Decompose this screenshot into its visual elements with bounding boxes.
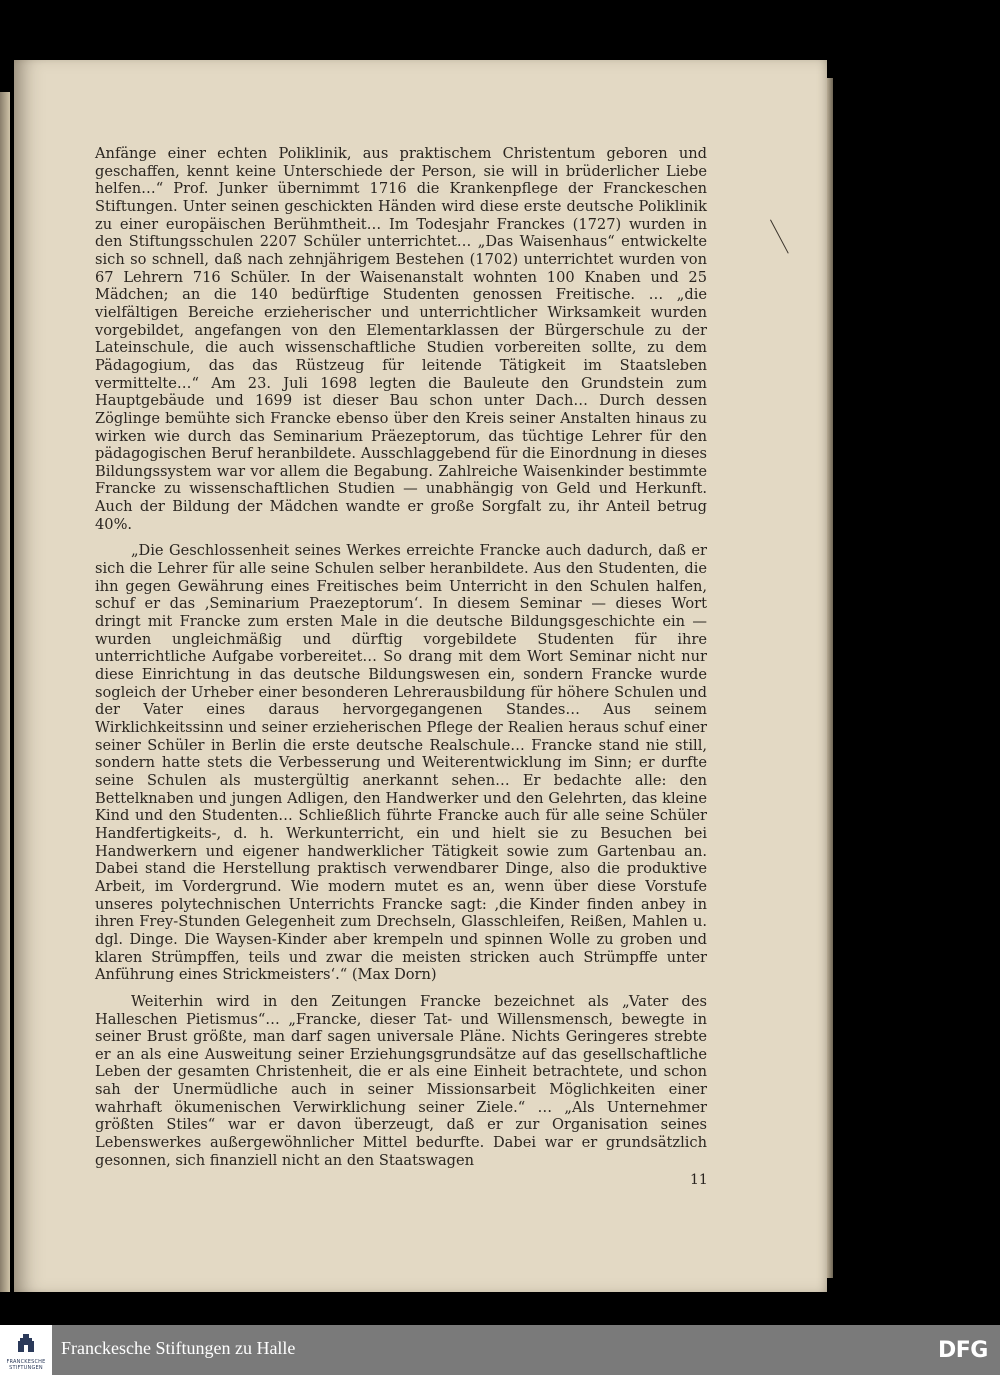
body-text <box>95 145 707 1178</box>
facing-page-edge <box>0 92 10 1292</box>
page-stack-edge <box>827 78 833 1278</box>
building-icon <box>17 1333 35 1353</box>
logo-wordmark <box>1 1359 51 1371</box>
paragraph-2: „Die Geschlossenheit seines Werkes erreichte Francke auch dadurch, daß er sich die Lehrer für alle seine Schulen selber heranbildete. Aus den Studenten, die ihn gegen Gewährung eines Freitisches beim Unterricht in den Schulen halfen, schuf er das ‚Seminarium Praezeptorum‘. In diesem Seminar — dieses Wort dringt mit Francke zum ersten Male in die deutsche Bildungsgeschichte ein — wurden ungleichmäßig und dürftig vorgebildete Studenten für ihre unterrichtliche Aufgabe vorbereitet… So drang mit dem Wort Seminar nicht nur diese Einrichtung in das deutsche Bildungswesen ein, sondern Francke wurde sogleich der Urheber einer besonderen Lehrerausbildung für höhere Schulen und der Vater eines daraus hervorgegangenen Standes… Aus seinem Wirklichkeitssinn und seiner erzieherischen Pflege der Realien heraus schuf einer seiner Schüler in Berlin die erste deutsche Realschule… Francke stand nie still, sondern hatte stets die Verbesserung und Weiterentwicklung im Sinn; er durfte seine Schulen als mustergültig anerkannt sehen… Er bedachte alle: den Bettelknaben und jungen Adligen, den Handwerker und den Gelehrten, das kleine Kind und den Studenten… Schließlich führte Francke auch für alle seine Schüler Handfertigkeits-, d. h. Werkunterricht, ein und hielt sie zu Besuchen bei Handwerkern und eigener handwerklicher Tätigkeit sowie zum Gartenbau an. Dabei stand die Herstellung praktisch verwendbarer Dinge, also die produktive Arbeit, im Vordergrund. Wie modern mutet es an, wenn über diese Vorstufe unseres polytechnischen Unterrichts Francke sagt: ‚die Kinder finden anbey in ihren Frey-Stunden Gelegenheit zum Drechseln, Glasschleifen, Reißen, Mahlen u. dgl. Dinge. Die Waysen-Kinder aber krempeln und spinnen Wolle zu groben und klaren Strümpffen, teils und zwar die meisten stricken auch Strümpffe unter Anführung eines Strickmeisters‘.“ (Max Dorn) <box>95 542 707 984</box>
dfg-logo[interactable]: DFG <box>938 1338 988 1363</box>
logo-line-2: STIFTUNGEN <box>9 1365 43 1371</box>
footer-title[interactable]: Franckesche Stiftungen zu Halle <box>61 1338 296 1358</box>
viewer-footer-bar <box>0 1325 1000 1375</box>
franckesche-logo[interactable] <box>0 1325 52 1375</box>
page-number: 11 <box>690 1172 708 1188</box>
paragraph-1: Anfänge einer echten Poliklinik, aus praktischem Christentum geboren und geschaffen, kennt keine Unterschiede der Person, sie will in brüderlicher Liebe helfen…“ Prof. Junker übernimmt 1716 die Krankenpflege der Franckeschen Stiftungen. Unter seinen geschickten Händen wird diese erste deutsche Poliklinik zu einer europäischen Berühmtheit… Im Todesjahr Franckes (1727) wurden in den Stiftungsschulen 2207 Schüler unterrichtet… „Das Waisenhaus“ entwickelte sich so schnell, daß nach zehnjährigem Bestehen (1702) unterrichtet wurden von 67 Lehrern 716 Schüler. In der Waisenanstalt wohnten 100 Knaben und 25 Mädchen; an die 140 bedürftige Studenten genossen Freitische. … „die vielfältigen Bereiche erzieherischer und unterrichtlicher Wirksamkeit wurden vorgebildet, angefangen von den Elementarklassen der Bürgerschule zu der Lateinschule, die auch wissenschaftliche Studien vorbereiten sollte, zu dem Pädagogium, das das Rüstzeug für leitende Tätigkeit im Staatsleben vermittelte…“ Am 23. Juli 1698 legten die Bauleute den Grundstein zum Hauptgebäude und 1699 ist dieser Bau schon unter Dach… Durch dessen Zöglinge bemühte sich Francke ebenso über den Kreis seiner Anstalten hinaus zu wirken wie durch das Seminarium Präezeptorum, das tüchtige Lehrer für den pädagogischen Beruf heranbildete. Ausschlaggebend für die Einordnung in dieses Bildungssystem war vor allem die Begabung. Zahlreiche Waisenkinder bestimmte Francke zu wissenschaftlichen Studien — unabhängig von Geld und Herkunft. Auch der Bildung der Mädchen wandte er große Sorgfalt zu, ihr Anteil betrug 40%. <box>95 145 707 533</box>
logo-line-1: FRANCKESCHE <box>6 1359 46 1365</box>
paragraph-3: Weiterhin wird in den Zeitungen Francke bezeichnet als „Vater des Halleschen Pietismus“… „Francke, dieser Tat- und Willensmensch, bewegte in seiner Brust größte, man darf sagen universale Pläne. Nichts Geringeres strebte er an als eine Ausweitung seiner Erziehungsgrundsätze auf das gesellschaftliche Leben der gesamten Christenheit, die er als eine Einheit betrachtete, und schon sah der Unermüdliche auch in seiner Missionsarbeit Möglichkeiten einer wahrhaft ökumenischen Verwirklichung seiner Ziele.“ … „Als Unternehmer größten Stiles“ war er davon überzeugt, daß er zur Organisation seines Lebenswerkes außergewöhnlicher Mittel bedurfte. Dabei war er grundsätzlich gesonnen, sich finanziell nicht an den Staatswagen <box>95 992 707 1169</box>
